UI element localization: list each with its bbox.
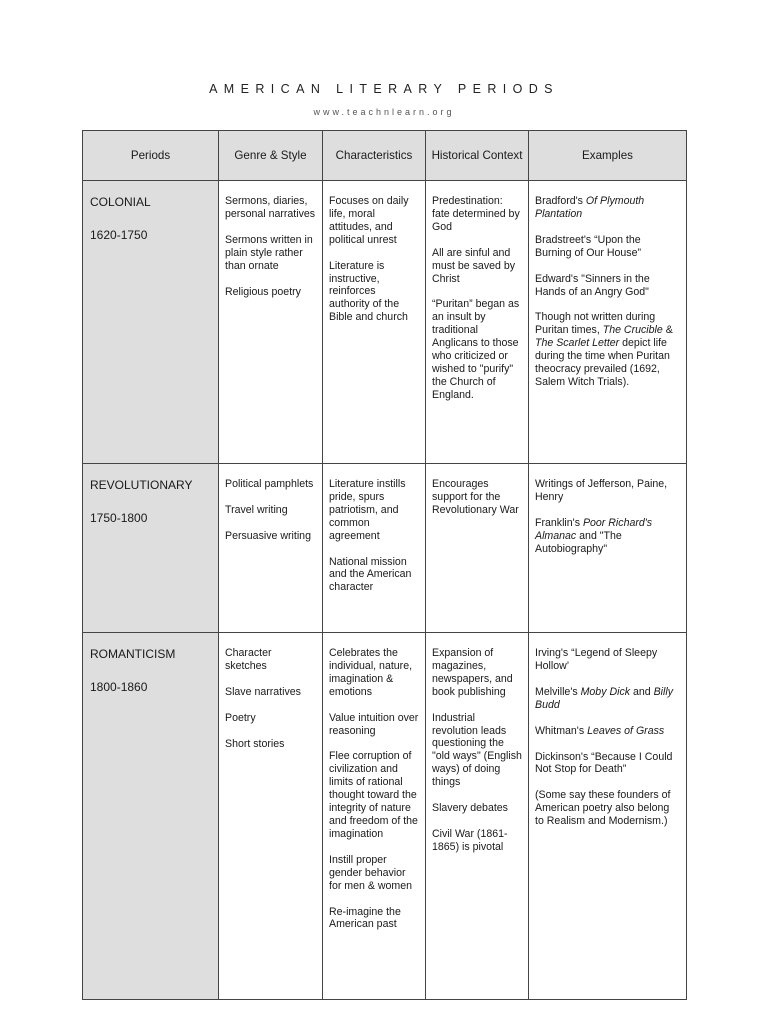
genre-item: Short stories [225,737,285,750]
genre-item: Sermons, diaries, personal narratives [225,195,316,220]
work-title: Of Plymouth Plantation [535,195,645,220]
example-text: Irving's “Legend of Sleepy Hollow’ [535,647,658,672]
context-item: All are sinful and must be saved by Christ [432,246,516,285]
example-text: and [630,685,654,698]
context-item: Encourages support for the Revolutionary War [432,478,519,516]
example-item [535,234,680,260]
example-item [535,686,680,712]
example-text: Bradstreet's “Upon the Burning of Our House” [535,233,641,259]
work-title: Moby Dick [580,685,631,698]
example-item [535,311,680,388]
genre-item: Travel writing [225,503,288,516]
work-title: Poor Richard's Almanac [535,516,653,542]
example-text: (Some say these founders of American poetry also belong to Realism and Modernism.) [535,789,671,828]
genre-cell [219,464,323,633]
genre-item: Religious poetry [225,285,301,298]
context-item: Expansion of magazines, newspapers, and book publishing [432,647,513,698]
example-item [535,647,680,673]
example-text: depict life during the time when Puritan theocracy prevailed (1692, Salem Witch Trials). [535,337,670,388]
genre-item: Sermons written in plain style rather than ornate [225,233,313,272]
period-name: ROMANTICISM [90,647,176,661]
examples-cell [529,464,687,633]
genre-item: Slave narratives [225,685,301,698]
example-text: Whitman's [535,724,588,737]
period-name: REVOLUTIONARY [90,478,193,492]
genre-item: Character sketches [225,647,272,672]
period-dates: 1750-1800 [90,511,148,525]
example-text: and "The Autobiography" [535,529,622,555]
characteristic-item: Value intuition over reasoning [329,711,419,737]
website-url: www.teachnlearn.org [313,107,455,117]
characteristic-item: Instill proper gender behavior for men & women [329,853,413,892]
characteristic-item: National mission and the American character [329,555,412,594]
column-header-historical-context: Historical Context [426,131,529,181]
characteristic-item: Literature is instructive, reinforces authority of the Bible and church [329,259,408,324]
context-item: Civil War (1861-1865) is pivotal [432,827,508,853]
example-text: Writings of Jefferson, Paine, Henry [535,478,668,503]
period-cell [83,181,219,464]
work-title: The Scarlet Letter [535,337,620,350]
examples-cell [529,633,687,1000]
characteristics-cell [323,464,426,633]
table-row [83,181,687,464]
characteristic-item: Celebrates the individual, nature, imagination & emotions [329,647,413,698]
genre-item: Persuasive writing [225,529,311,542]
characteristics-cell [323,181,426,464]
example-item [535,478,680,504]
characteristics-cell [323,633,426,1000]
example-item [535,195,680,221]
period-name: COLONIAL [90,195,151,209]
literary-periods-table [82,130,687,1000]
table-row [83,633,687,1000]
genre-cell [219,633,323,1000]
example-text: Dickinson's “Because I Could Not Stop for Death” [535,750,673,776]
context-item: Predestination: fate determined by God [432,195,520,233]
table-header-row [83,131,687,181]
example-text: Melville's [535,685,581,698]
period-dates: 1800-1860 [90,680,148,694]
column-header-periods: Periods [83,131,219,181]
context-item: “Puritan” began as an insult by traditional Anglicans to those who criticized or wished to "purify" the Church of England. [432,298,520,401]
examples-cell [529,181,687,464]
page-title: AMERICAN LITERARY PERIODS [209,82,559,96]
period-dates: 1620-1750 [90,228,148,242]
genre-item: Poetry [225,711,256,724]
table-body [83,181,687,1000]
context-cell [426,181,529,464]
example-item [535,273,680,299]
context-cell [426,464,529,633]
example-text: & [662,324,673,337]
characteristic-item: Re-imagine the American past [329,905,401,931]
column-header-genre-style: Genre & Style [219,131,323,181]
characteristic-item: Flee corruption of civilization and limits of rational thought toward the integrity of nature and freedom of the imagination [329,750,418,840]
example-item [535,789,680,828]
example-text: Edward's "Sinners in the Hands of an Angry God" [535,272,650,298]
example-item [535,751,680,777]
genre-item: Political pamphlets [225,478,314,490]
context-cell [426,633,529,1000]
work-title: Billy Budd [535,685,674,711]
example-text: Though not written during Puritan times, [535,311,656,337]
context-item: Industrial revolution leads questioning the "old ways" (English ways) of doing things [432,711,522,789]
example-item [535,517,680,556]
column-header-characteristics: Characteristics [323,131,426,181]
table-row [83,464,687,633]
context-item: Slavery debates [432,802,508,815]
example-text: Franklin's [535,516,583,529]
genre-cell [219,181,323,464]
characteristic-item: Literature instills pride, spurs patriotism, and common agreement [329,478,406,542]
period-cell [83,633,219,1000]
example-item [535,725,680,738]
example-text: Bradford's [535,195,586,207]
column-header-examples: Examples [529,131,687,181]
work-title: The Crucible [602,324,663,337]
work-title: Leaves of Grass [587,724,665,737]
characteristic-item: Focuses on daily life, moral attitudes, and political unrest [329,195,409,246]
period-cell [83,464,219,633]
